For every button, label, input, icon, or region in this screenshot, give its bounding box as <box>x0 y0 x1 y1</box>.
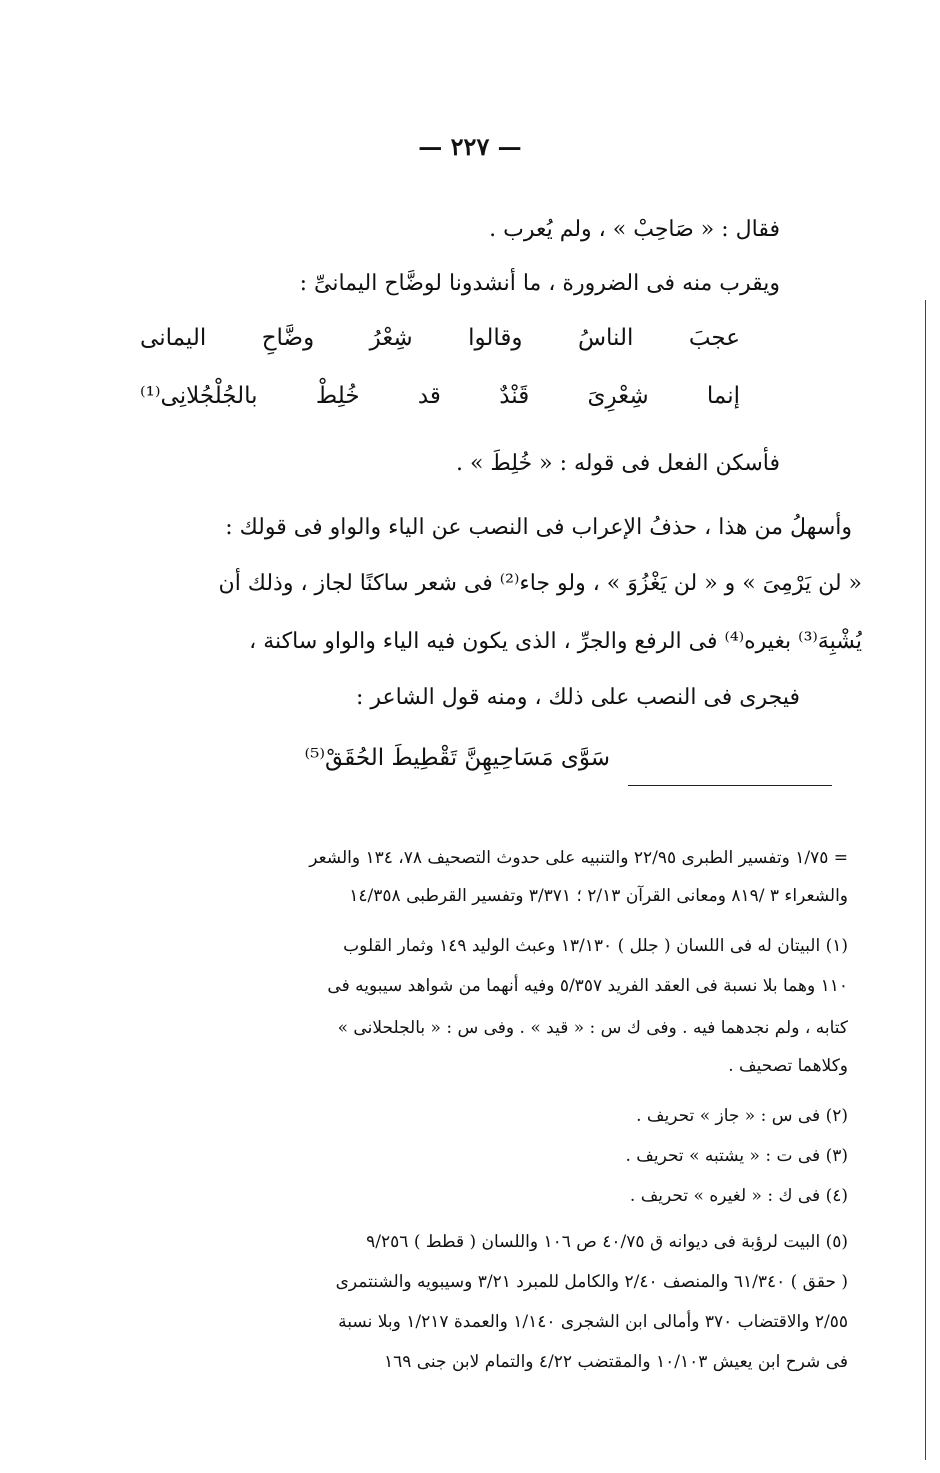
footnote-5-line-1: (٥) البيت لرؤبة فى ديوانه ق ٤٠/٧٥ ص ١٠٦ واللسان ( قطط ) ٩/٢٥٦ <box>366 1232 848 1252</box>
verse-line-2 <box>140 376 740 416</box>
footnote-4: (٤) فى ك : « لغيره » تحريف . <box>629 1186 848 1206</box>
verse-1-word-1: عجبَ <box>688 325 740 351</box>
footnote-1-line-4: وكلاهما تصحيف . <box>728 1056 848 1076</box>
footnote-5-line-4: فى شرح ابن يعيش ١٠/١٠٣ والمقتضب ٤/٢٢ والتمام لابن جنى ١٦٩ <box>383 1352 848 1372</box>
verse-2-word-6: بالجُلْجُلانِى⁽¹⁾ <box>140 383 258 409</box>
body-line-6: يُشْبِهَ⁽³⁾ بغيره⁽⁴⁾ فى الرفع والجرِّ ، الذى يكون فيه الياء والواو ساكنة ، <box>249 629 862 654</box>
body-line-1: فقال : « صَاحِبْ » ، ولم يُعرب . <box>489 217 780 242</box>
verse-2-word-3: قَنْدٌ <box>499 383 530 409</box>
verse-1-word-2: الناسُ <box>577 325 634 351</box>
footnote-3: (٣) فى ت : « يشتبه » تحريف . <box>625 1146 848 1166</box>
footnote-continued-line-1: = ١/٧٥ وتفسير الطبرى ٢٢/٩٥ والتنبيه على حدوث التصحيف ٧٨، ١٣٤ والشعر <box>309 848 848 868</box>
verse-2-word-5: خُلِطْ <box>315 383 360 409</box>
footnote-5-line-3: ٢/٥٥ والاقتضاب ٣٧٠ وأمالى ابن الشجرى ١/١٤٠ والعمدة ١/٢١٧ وبلا نسبة <box>338 1312 848 1332</box>
body-line-7: فيجرى فى النصب على ذلك ، ومنه قول الشاعر : <box>355 685 800 710</box>
page-edge-rule <box>925 300 926 1460</box>
page-number: — ٢٢٧ — <box>418 132 522 161</box>
body-line-5: « لن يَرْمِىَ » و « لن يَغْزُوَ » ، ولو جاء⁽²⁾ فى شعر ساكنًا لجاز ، وذلك أن <box>218 571 862 596</box>
body-line-2: ويقرب منه فى الضرورة ، ما أنشدونا لوضَّاح اليمانىِّ : <box>299 271 780 296</box>
footnote-divider <box>628 785 832 786</box>
verse-1-word-5: وضَّاحِ <box>261 325 315 351</box>
verse-1-word-6: اليمانى <box>140 325 207 351</box>
footnote-2: (٢) فى س : « جاز » تحريف . <box>636 1106 848 1126</box>
verse-line-1 <box>140 318 740 358</box>
verse-line-3: سَوَّى مَسَاحِيهِنَّ تَقْطِيطَ الحُقَقْ⁽⁵⁾ <box>304 745 610 771</box>
footnote-1-line-1: (١) البيتان له فى اللسان ( جلل ) ١٣/١٣٠ وعبث الوليد ١٤٩ وثمار القلوب <box>343 936 848 956</box>
footnote-5-line-2: ( حقق ) ٦١/٣٤٠ والمنصف ٢/٤٠ والكامل للمبرد ٣/٢١ وسيبويه والشنتمرى <box>335 1272 848 1292</box>
verse-1-word-3: وقالوا <box>468 325 523 351</box>
verse-2-word-2: شِعْرِىَ <box>587 383 649 409</box>
body-line-3: فأسكن الفعل فى قوله : « خُلِطَ » . <box>455 451 780 476</box>
footnote-1-line-2: ١١٠ وهما بلا نسبة فى العقد الفريد ٥/٣٥٧ وفيه أنهما من شواهد سيبويه فى <box>327 976 848 996</box>
body-line-4: وأسهلُ من هذا ، حذفُ الإعراب فى النصب عن الياء والواو فى قولك : <box>225 515 852 540</box>
verse-1-word-4: شِعْرُ <box>369 325 413 351</box>
verse-2-word-4: قد <box>417 383 441 409</box>
footnote-continued-line-2: والشعراء ٣ /٨١٩ ومعانى القرآن ٢/١٣ ؛ ٣/٣٧١ وتفسير القرطبى ١٤/٣٥٨ <box>349 886 848 906</box>
verse-2-word-1: إنما <box>706 383 740 409</box>
footnote-1-line-3: كتابه ، ولم نجدهما فيه . وفى ك س : « قيد » . وفى س : « بالجلحلانى » <box>337 1018 848 1038</box>
